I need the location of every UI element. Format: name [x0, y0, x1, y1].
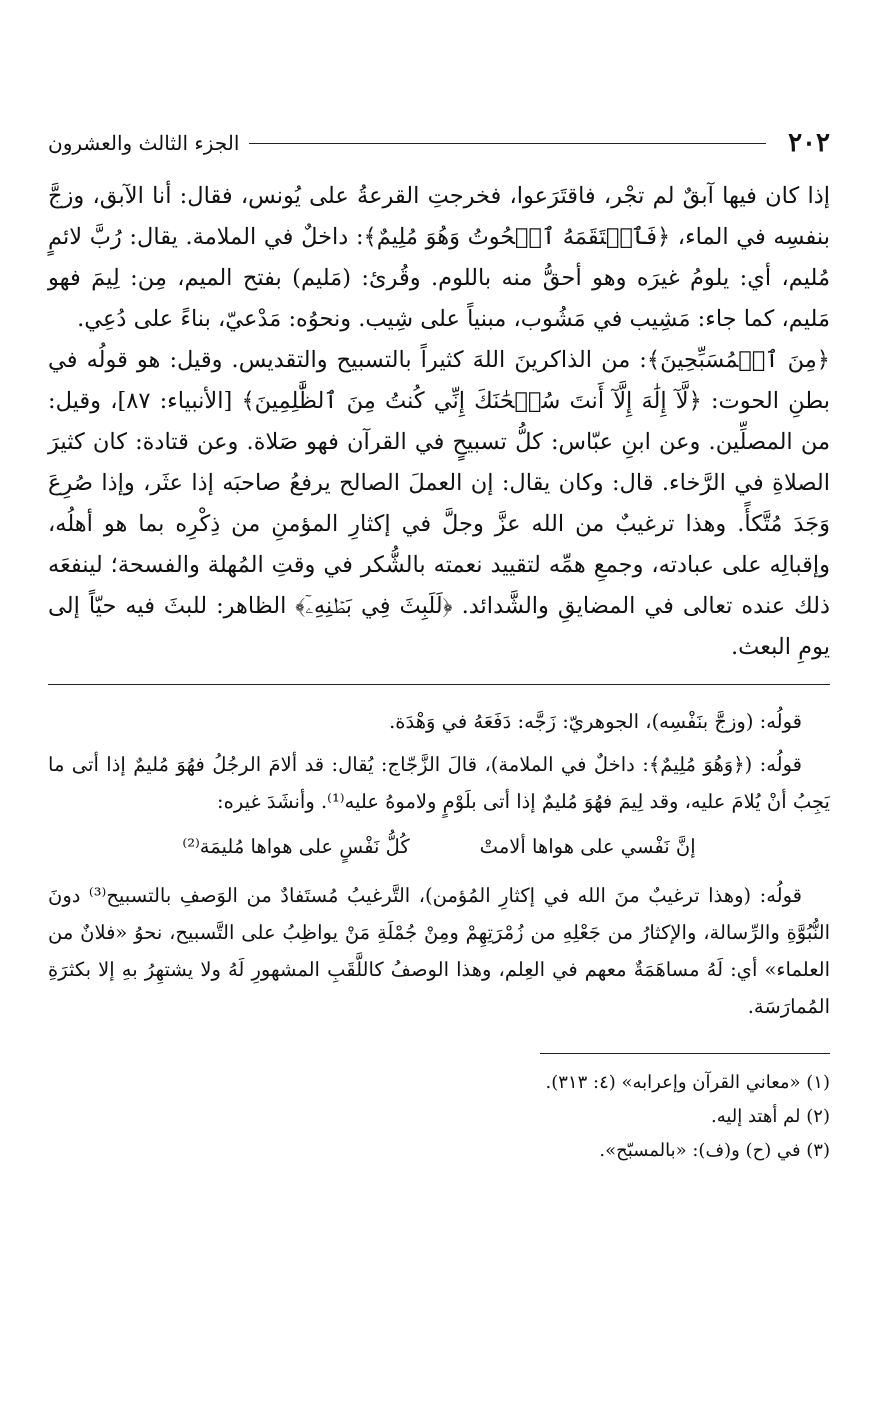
footnote-2: (٢) لم أهتد إليه.	[710, 1106, 830, 1127]
verse-first-hemistich: إنَّ نَفْسي على هواها ألامتْ	[479, 835, 696, 858]
poetry-verse	[48, 828, 830, 865]
main-paragraph-2: ﴿مِنَ ٱلۡمُسَبِّحِينَ﴾: من الذاكرينَ اللهَ كثيراً بالتسبيح والتقديس. وقيل: هو قولُه في بطنِ الحوت: ﴿لَّآ إِلَٰهَ إِلَّآ أَنتَ سُبۡحَٰنَكَ إِنِّي كُنتُ مِنَ ٱلظَّٰلِمِينَ﴾ [الأنبياء: ٨٧]، وقيل: من المصلِّين. وعن ابنِ عبّاس: كلُّ تسبيحٍ في القرآن فهو صَلاة. وعن قتادة: كان كثيرَ الصلاةِ في الرَّخاء. قال: وكان يقال: إن العملَ الصالح يرفعُ صاحبَه إذا عثَر، وإذا صُرِعَ وَجَدَ مُتَّكأً. وهذا ترغيبٌ من الله عزَّ وجلَّ في إكثارِ المؤمنِ من ذِكْرِه بما هو أهلُه، وإقبالِه على عبادته، وجمعِ همِّه لتقييد نعمته بالشُّكر في وقتِ المُهلة والفسحة؛ لينفعَه ذلك عنده تعالى في المضايقِ والشَّدائد. ﴿لَلَبِثَ فِي بَطۡنِهِۦٓ﴾ الظاهر: للبثَ فيه حيّاً إلى يومِ البعث.	[48, 347, 830, 660]
footnote-1: (١) «معاني القرآن وإعرابه» (٤: ٣١٣).	[545, 1072, 830, 1093]
commentary	[48, 703, 830, 1025]
footnote-3: (٣) في (ح) و(ف): «بالمسبّح».	[599, 1140, 830, 1161]
commentary-paragraph-2: قولُه: (﴿وَهُوَ مُلِيمٌ﴾: داخلٌ في الملامة)، قالَ الزَّجّاج: يُقال: قد ألامَ الرجُلُ فهُوَ مُليمٌ إذا أتى ما يَجِبُ أنْ يُلامَ عليه، وقد لِيمَ فهُوَ مُليمٌ إذا أتى بلَوْمٍ ولاموهُ عليه⁽¹⁾. وأنشَدَ غيره:	[48, 753, 830, 813]
commentary-divider	[48, 684, 830, 685]
footnote-rule	[540, 1053, 830, 1054]
main-paragraph-1: إذا كان فيها آبقٌ لم تجْر، فاقتَرَعوا، فخرجتِ القرعةُ على يُونس، فقال: أنا الآبق، وزجَّ بنفسِه في الماء، ﴿فَٱلۡتَقَمَهُ ٱلۡحُوتُ وَهُوَ مُلِيمٌ﴾: داخلٌ في الملامة. يقال: رُبَّ لائمٍ مُليم، أي: يلومُ غيرَه وهو أحقُّ منه باللوم. وقُرئ: (مَليم) بفتح الميم، مِن: لِيمَ فهو مَليم، كما جاء: مَشِيب في مَشُوب، مبنياً على شِيب. ونحوُه: مَدْعيّ، بناءً على دُعِي.	[48, 183, 830, 332]
commentary-paragraph-1: قولُه: (وزجَّ بنَفْسِه)، الجوهريّ: زَجَّه: دَفَعَهُ في وَهْدَة.	[389, 710, 802, 733]
book-page	[48, 118, 830, 1168]
main-text	[48, 176, 830, 668]
commentary-paragraph-3: قولُه: (وهذا ترغيبٌ منَ الله في إكثارِ المُؤمن)، التَّرغيبُ مُستَفادٌ من الوَصفِ بالتسبيح⁽³⁾ دونَ النُّبُوَّةِ والرِّسالة، والإكثارُ من جَعْلِهِ من زُمْرَتِهِمْ ومِنْ جُمْلَةِ مَنْ يواظِبُ على التَّسبيح، نحوُ «فلانٌ من العلماء» أي: لَهُ مساهَمَةٌ معهم في العِلم، وهذا الوصفُ كاللَّقَبِ المشهورِ لَهُ ولا يشتهِرُ بهِ إلا بكثرَةِ المُمارَسَة.	[48, 884, 830, 1018]
page-number: ٢٠٢	[788, 128, 830, 158]
footnotes	[48, 1066, 830, 1168]
header-rule	[249, 143, 766, 144]
verse-second-hemistich: كُلُّ نَفْسٍ على هواها مُليمَة⁽²⁾	[182, 835, 410, 858]
page-header	[48, 118, 830, 168]
running-title: الجزء الثالث والعشرون	[48, 131, 240, 155]
